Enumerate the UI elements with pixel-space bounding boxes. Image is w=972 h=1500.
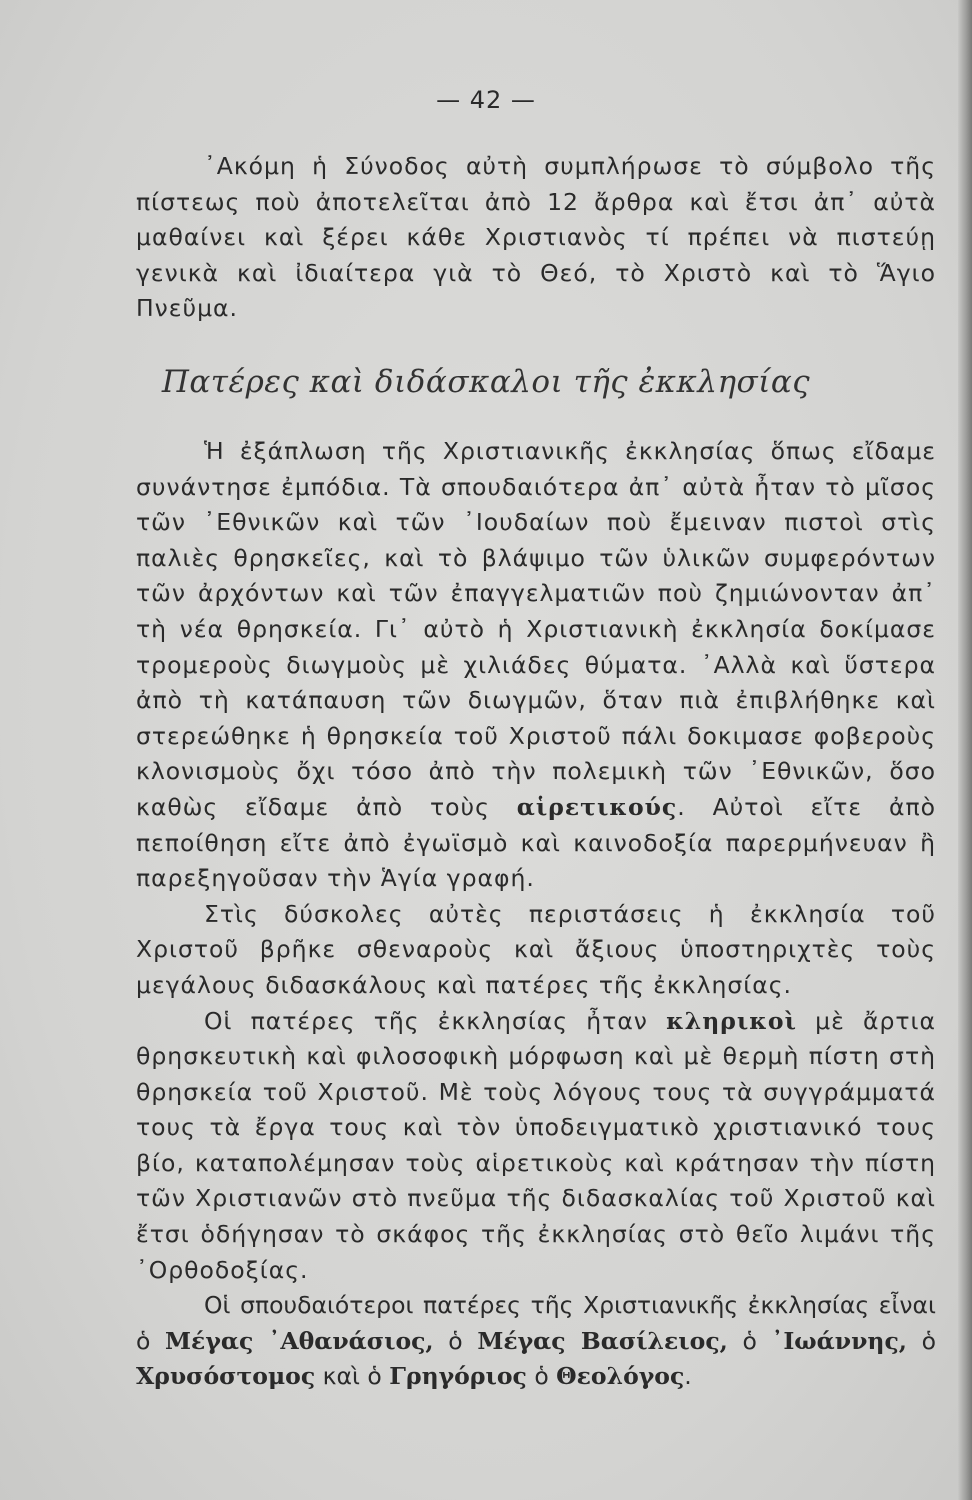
- intro-section: [136, 149, 936, 327]
- paragraph-supporters: Στὶς δύσκολες αὐτὲς περιστάσεις ἡ ἐκκλησία τοῦ Χριστοῦ βρῆκε σθεναροὺς καὶ ἄξιους ὑποστηριχτὲς τοὺς μεγάλους διδασκάλους καὶ πατέρες τῆς ἐκκλησίας.: [136, 899, 936, 999]
- article-5: ὁ: [526, 1362, 557, 1391]
- article-3: ὁ: [727, 1326, 772, 1355]
- paragraph-4-intro: Οἱ σπουδαιότεροι πατέρες τῆς Χριστιανικῆς ἐκκλησίας εἶναι: [204, 1291, 936, 1320]
- paragraph-4-end: .: [684, 1362, 692, 1391]
- page-edge-shadow: [958, 0, 972, 1500]
- article-4: ὁ: [906, 1326, 936, 1355]
- emphasis-clergy: κληρικοὶ: [666, 1006, 797, 1035]
- paragraph-3-text-a: Οἱ πατέρες τῆς ἐκκλησίας ἦταν: [204, 1006, 667, 1035]
- name-ioannis: ᾿Ιωάννης,: [771, 1326, 907, 1355]
- main-section: [136, 434, 936, 1395]
- name-basil: Μέγας Βασίλειος,: [477, 1326, 728, 1355]
- paragraph-1-text-b: . Αὐτοὶ εἴτε ἀπὸ πεποίθηση εἴτε ἀπὸ ἐγωϊσμὸ καὶ καινοδοξία παρερμήνευαν ἢ παρεξηγοῦσαν τὴν Ἁγία γραφή.: [136, 792, 936, 893]
- paragraph-3-text-b: μὲ ἄρτια θρησκευτικὴ καὶ φιλοσοφικὴ μόρφωση καὶ μὲ θερμὴ πίστη στὴ θρησκεία τοῦ Χριστοῦ. Μὲ τοὺς λόγους τους τὰ συγγράμματά τους τὰ ἔργα τους καὶ τὸν ὑποδειγματικὸ χριστιανικό τους βίο, καταπολέμησαν τοὺς αἱρετικοὺς καὶ κράτησαν τὴν πίστη τῶν Χριστιανῶν στὸ πνεῦμα τῆς διδασκαλίας τοῦ Χριστοῦ καὶ ἔτσι ὁδήγησαν τὸ σκάφος τῆς ἐκκλησίας στὸ θεῖο λιμάνι τῆς ᾿Ορθοδοξίας.: [136, 1006, 936, 1284]
- paragraph-spread-of-church: [136, 434, 936, 897]
- emphasis-heretics: αἱρετικούς: [516, 792, 678, 821]
- name-gregory: Γρηγόριος: [389, 1362, 527, 1391]
- section-heading: Πατέρες καὶ διδάσκαλοι τῆς ἐκκλησίας: [161, 364, 811, 400]
- intro-paragraph: ᾿Ακόμη ἡ Σύνοδος αὐτὴ συμπλήρωσε τὸ σύμβολο τῆς πίστεως ποὺ ἀποτελεῖται ἀπὸ 12 ἄρθρα καὶ ἔτσι ἀπ᾿ αὐτὰ μαθαίνει καὶ ξέρει κάθε Χριστιανὸς τί πρέπει νὰ πιστεύῃ γενικὰ καὶ ἰδιαίτερα γιὰ τὸ Θεό, τὸ Χριστὸ καὶ τὸ Ἅγιο Πνεῦμα.: [136, 152, 936, 323]
- article-1: ὁ: [136, 1326, 166, 1355]
- paragraph-important-fathers: [136, 1288, 936, 1395]
- name-athanasius: Μέγας ᾿Αθανάσιος,: [165, 1326, 434, 1355]
- name-theologian: Θεολόγος: [556, 1362, 685, 1391]
- paragraph-church-fathers: [136, 1004, 936, 1289]
- page-number: — 42 —: [436, 86, 536, 114]
- paragraph-1-text-a: Ἡ ἐξάπλωση τῆς Χριστιανικῆς ἐκκλησίας ὅπως εἴδαμε συνάντησε ἐμπόδια. Τὰ σπουδαιότερα ἀπ᾿ αὐτὰ ἦταν τὸ μῖσος τῶν ᾿Εθνικῶν καὶ τῶν ᾿Ιουδαίων ποὺ ἔμειναν πιστοὶ στὶς παλιὲς θρησκεῖες, καὶ τὸ βλάψιμο τῶν ὑλικῶν συμφερόντων τῶν ἀρχόντων καὶ τῶν ἐπαγγελματιῶν ποὺ ζημιώνονταν ἀπ᾿ τὴ νέα θρησκεία. Γι᾿ αὐτὸ ἡ Χριστιανικὴ ἐκκλησία δοκίμασε τρομεροὺς διωγμοὺς μὲ χιλιάδες θύματα. ᾿Αλλὰ καὶ ὕστερα ἀπὸ τὴ κατάπαυση τῶν διωγμῶν, ὅταν πιὰ ἐπιβλήθηκε καὶ στερεώθηκε ἡ θρησκεία τοῦ Χριστοῦ πάλι δοκιμασε φοβεροὺς κλονισμοὺς ὄχι τόσο ἀπὸ τὴν πολεμικὴ τῶν ᾿Εθνικῶν, ὅσο καθὼς εἴδαμε ἀπὸ τοὺς: [136, 437, 936, 821]
- connector-and: καὶ ὁ: [315, 1362, 390, 1391]
- article-2: ὁ: [433, 1326, 478, 1355]
- name-chrysostom: Χρυσόστομος: [136, 1362, 316, 1391]
